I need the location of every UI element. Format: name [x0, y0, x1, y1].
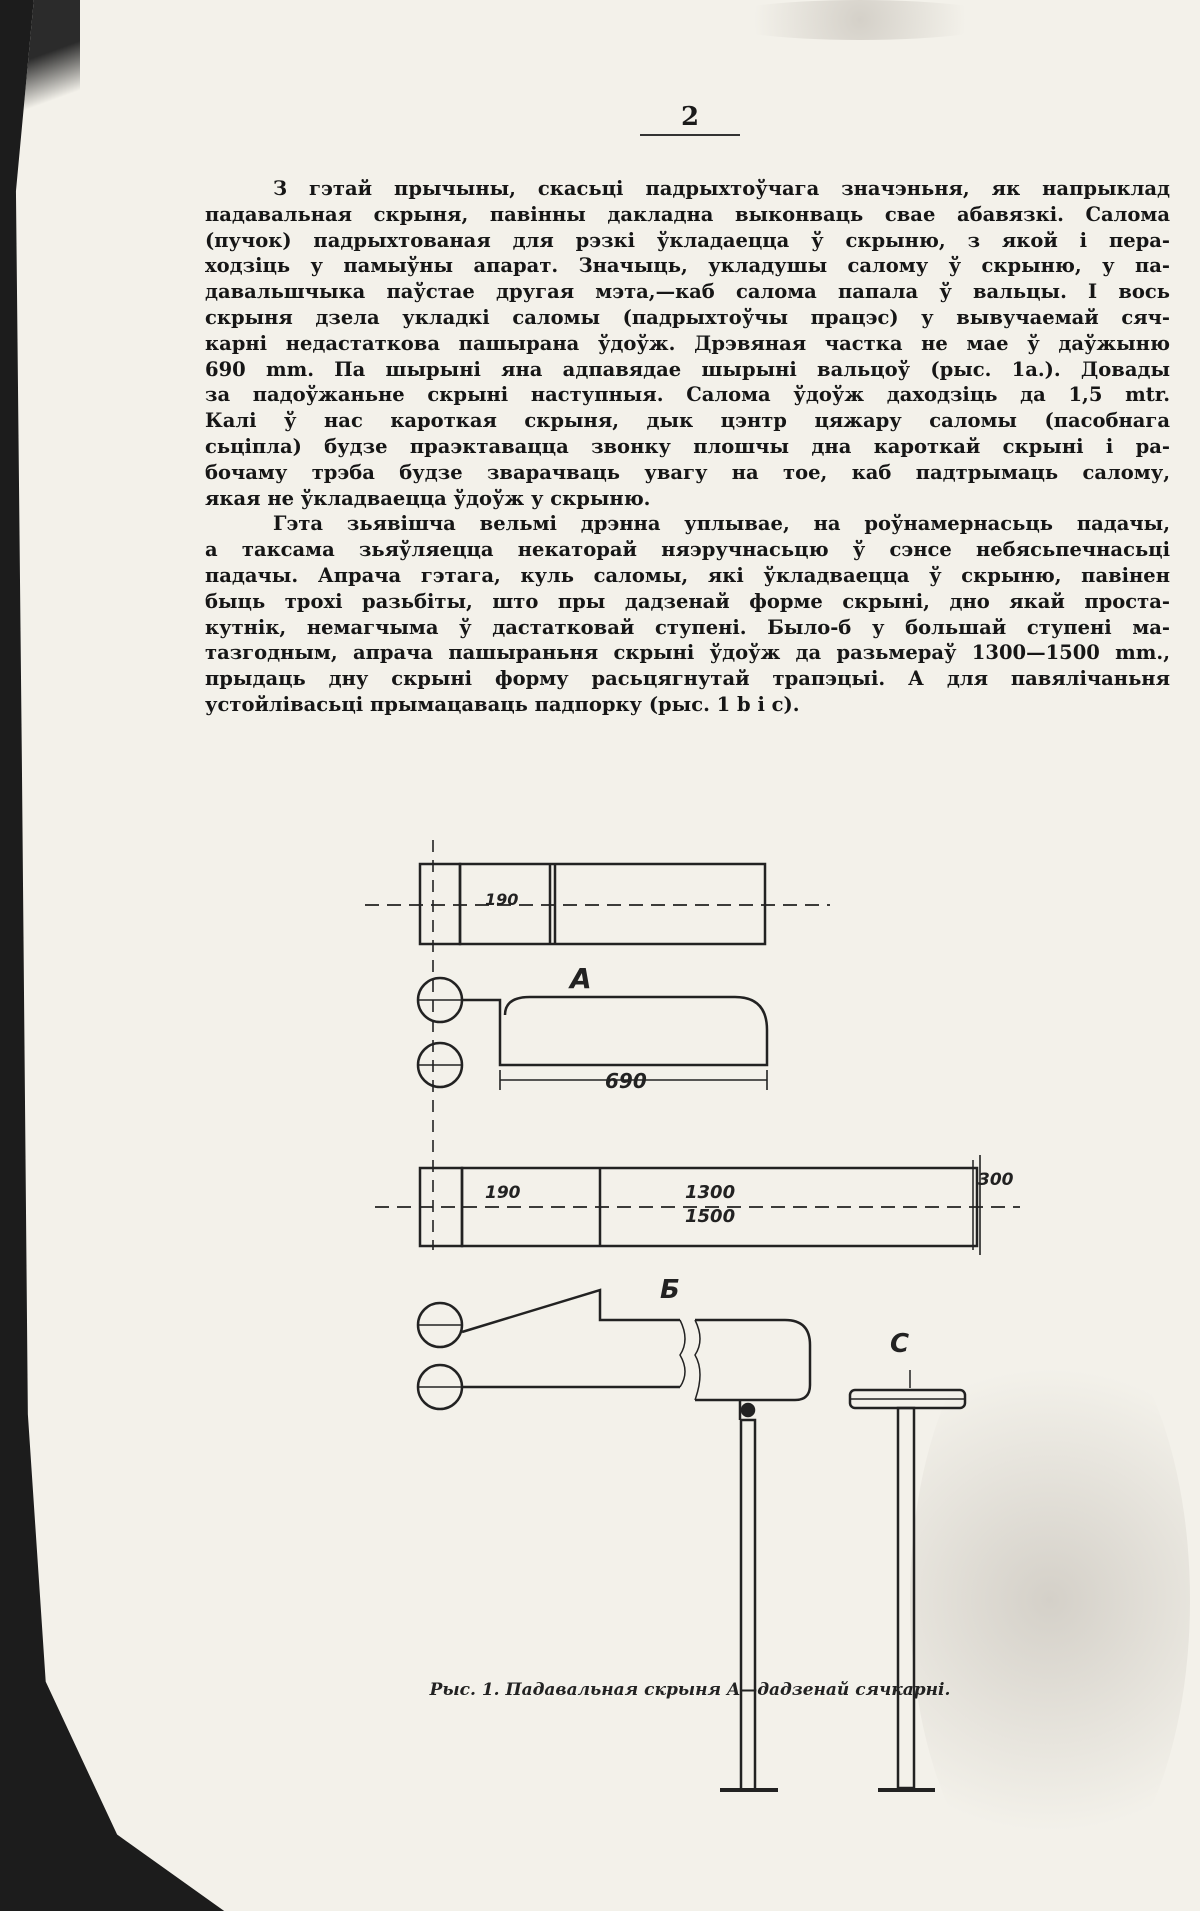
text-line: 690 mm. Па шырыні яна адпавядае шырыні вальцоў (рыс. 1a.). Довады: [205, 357, 1170, 383]
text-line: скрыня дзела укладкі саломы (падрыхтоўчы працэс) у вывучаемай сяч-: [205, 305, 1170, 331]
text-line: а таксама зьяўляецца некаторай няэручнасьцю ў сэнсе небясьпечнасьці: [205, 537, 1170, 563]
text-line: З гэтай прычыны, скасьці падрыхтоўчага значэньня, як напрыклад: [205, 176, 1170, 202]
dim-300: 300: [978, 1170, 1014, 1190]
dim-1500: 1500: [685, 1206, 735, 1227]
box-b-end: [695, 1320, 810, 1400]
text-line: бочаму трэба будзе зварачваць увагу на тое, каб падтрымаць салому,: [205, 460, 1170, 486]
box-b-upper-edge: [462, 1290, 680, 1332]
text-line: сьціпла) будзе праэктавацца звонку плошчы дна кароткай скрыні і ра-: [205, 434, 1170, 460]
text-line: быць трохі разьбіты, што пры дадзенай форме скрыні, дно якай проста-: [205, 589, 1170, 615]
text-line: давальшчыка паўстае другая мэта,—каб салома папала ў вальцы. І вось: [205, 279, 1170, 305]
text-line: тазгодным, апрача пашыраньня скрыні ўдоўж да разьмераў 1300—1500 mm.,: [205, 640, 1170, 666]
text-line: падавальная скрыня, павінны дакладна выконваць свае абавязкі. Салома: [205, 202, 1170, 228]
support-leg-c: [898, 1408, 914, 1788]
figure-caption: Рыс. 1. Падавальная скрыня A—дадзенай сячкарні.: [380, 1680, 1000, 1700]
text-line: за падоўжаньне скрыні наступныя. Салома ўдоўж даходзіць да 1,5 mtr.: [205, 382, 1170, 408]
text-line: Калі ў нас кароткая скрыня, дык цэнтр цяжару саломы (пасобнага: [205, 408, 1170, 434]
break-line: [680, 1320, 685, 1387]
dim-690: 690: [605, 1069, 647, 1093]
text-line: якая не ўкладваецца ўдоўж у скрыню.: [205, 486, 1170, 512]
page-number: 2: [640, 100, 740, 136]
support-leg-b: [741, 1420, 755, 1790]
text-line: карні недастаткова пашырана ўдоўж. Дрэвяная частка не мае ў даўжыню: [205, 331, 1170, 357]
label-c: C: [890, 1329, 909, 1359]
text-line: Гэта зьявішча вельмі дрэнна уплывае, на роўнамернасьць падачы,: [205, 511, 1170, 537]
label-a: A: [568, 962, 592, 995]
text-line: прыдаць дну скрыні форму расьцягнутай трапэцыі. А для павялічаньня: [205, 666, 1170, 692]
text-line: ходзіць у памыўны апарат. Значыць, укладушы салому ў скрыню, у па-: [205, 253, 1170, 279]
break-line: [695, 1320, 700, 1400]
text-line: устойлівасьці прымацаваць падпорку (рыс. 1 b і c).: [205, 692, 1170, 718]
dim-1300: 1300: [685, 1182, 735, 1203]
text-line: (пучок) падрыхтованая для рэзкі ўкладаецца ў скрыню, з якой і пера-: [205, 228, 1170, 254]
text-line: падачы. Апрача гэтага, куль саломы, які ўкладваецца ў скрыню, павінен: [205, 563, 1170, 589]
label-b: Б: [660, 1275, 680, 1305]
roller-block: [420, 864, 460, 944]
box-side-profile: [462, 997, 767, 1065]
dim-190-top: 190: [485, 890, 518, 909]
dim-190-mid: 190: [485, 1183, 521, 1203]
technical-drawing: [0, 0, 1200, 1911]
text-line: кутнік, немагчыма ў дастатковай ступені. Было-б у большай ступені ма-: [205, 615, 1170, 641]
